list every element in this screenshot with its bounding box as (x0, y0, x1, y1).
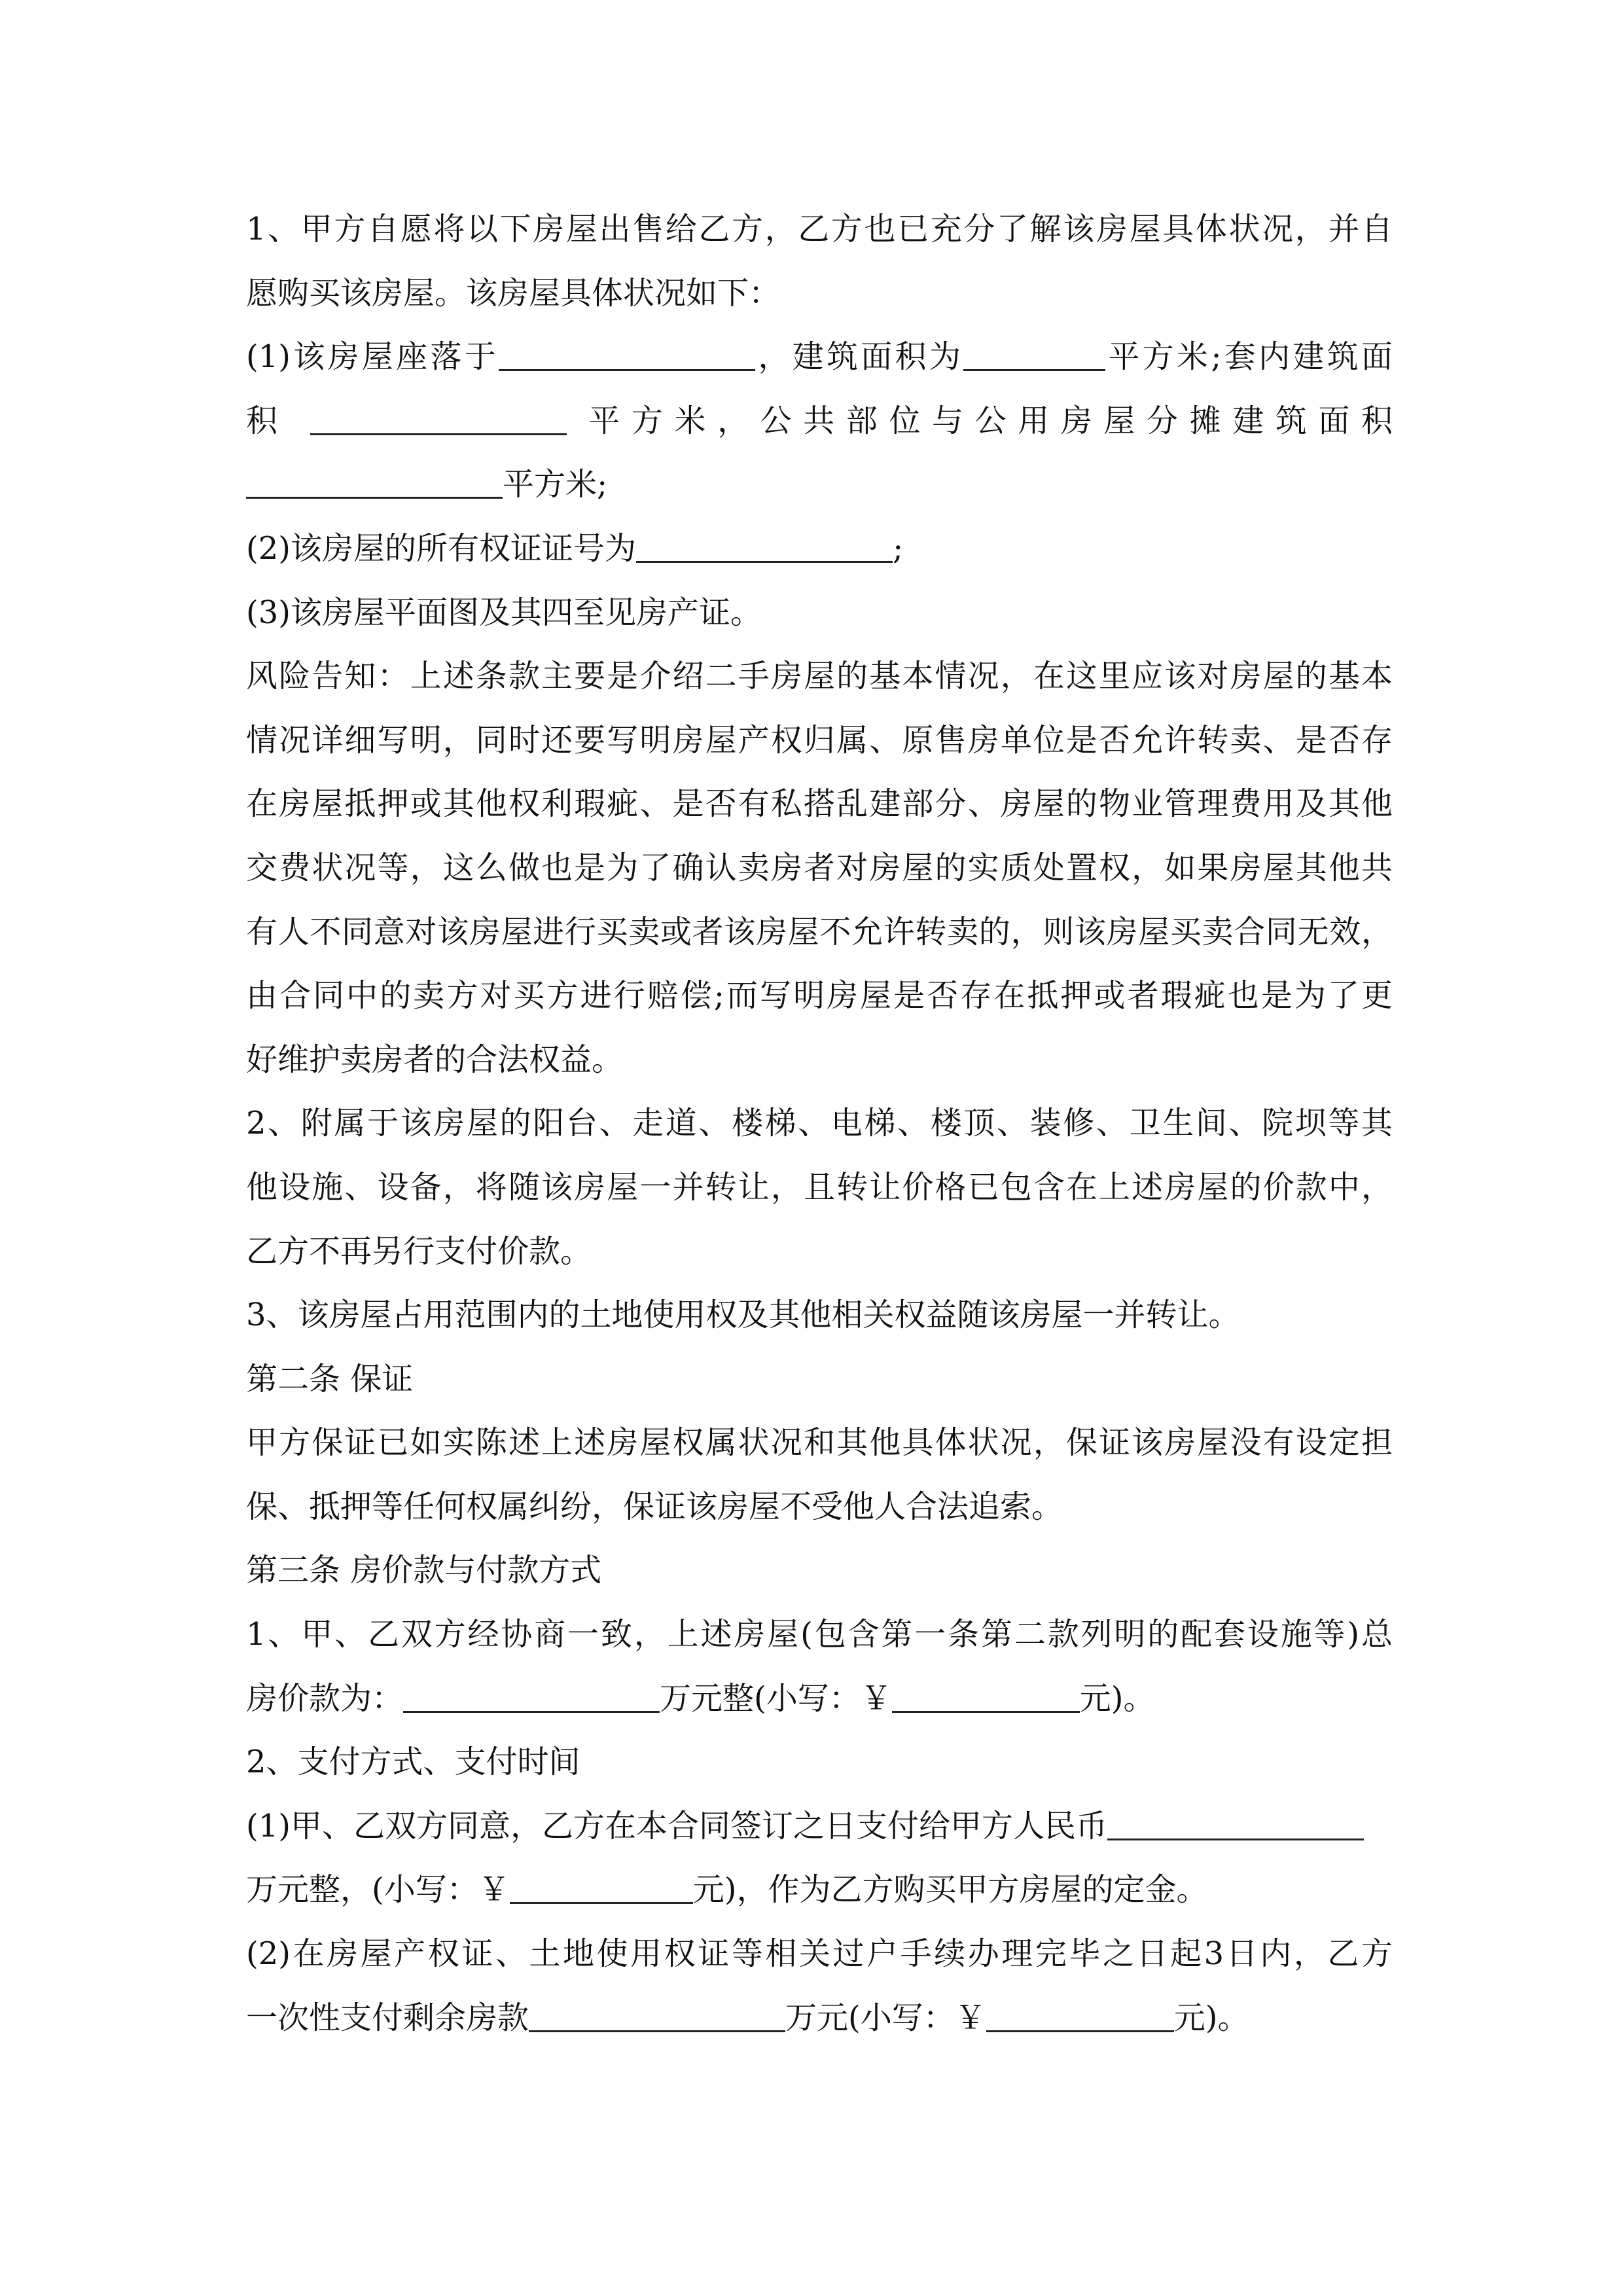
text: 平方米;套内建筑面 (1105, 338, 1393, 376)
text: 万元(小写：￥ (785, 1999, 986, 2036)
blank-remaining (529, 1998, 785, 2032)
blank-location (499, 336, 755, 371)
text: 万元整(小写：￥ (660, 1679, 892, 1717)
text-line (246, 325, 1393, 389)
blank-building-area (963, 336, 1105, 371)
text-line (246, 1028, 1393, 1092)
text-line (246, 645, 1393, 709)
text-line (246, 453, 1393, 517)
text-line (246, 1922, 1393, 1986)
text: 乙方不再另行支付价款。 (246, 1232, 592, 1270)
text: 元)。 (1173, 1999, 1249, 2036)
text-line (246, 1795, 1393, 1859)
contract-page (246, 198, 1393, 2050)
blank-total-price (403, 1678, 660, 1713)
text: 元)。 (1079, 1679, 1155, 1717)
section-heading (246, 1539, 1393, 1603)
text: ，建筑面积为 (755, 338, 964, 376)
text-line (246, 1858, 1393, 1922)
text-line (246, 1092, 1393, 1156)
text-line (246, 1603, 1393, 1667)
text: 在房屋抵押或其他权利瑕疵、是否有私搭乱建部分、房屋的物业管理费用及其他 (246, 785, 1393, 823)
text: 风险告知：上述条款主要是介绍二手房屋的基本情况，在这里应该对房屋的基本 (246, 658, 1393, 695)
text-line (246, 1411, 1393, 1475)
text-line (246, 1220, 1393, 1284)
text-line (246, 1283, 1393, 1348)
text-line (246, 772, 1393, 836)
text: 平方米; (503, 466, 608, 503)
text-line (246, 964, 1393, 1028)
text-line (246, 389, 1393, 454)
text: (2)在房屋产权证、土地使用权证等相关过户手续办理完毕之日起3日内，乙方 (246, 1935, 1393, 1973)
text: 第二条 保证 (246, 1360, 414, 1397)
text-line (246, 581, 1393, 645)
text: (2)该房屋的所有权证证号为 (246, 529, 636, 567)
text: 3、该房屋占用范围内的土地使用权及其他相关权益随该房屋一并转让。 (246, 1297, 1240, 1334)
blank-deposit-figures (510, 1869, 693, 1904)
text: 房价款为： (246, 1679, 404, 1717)
text: 好维护卖房者的合法权益。 (246, 1041, 624, 1078)
text: 元)，作为乙方购买甲方房屋的定金。 (692, 1871, 1208, 1909)
text: (3)该房屋平面图及其四至见房产证。 (246, 594, 762, 631)
text-line (246, 1986, 1393, 2051)
text: 他设施、设备，将随该房屋一并转让，且转让价格已包含在上述房屋的价款中， (246, 1168, 1393, 1206)
text: 积 (246, 402, 289, 439)
text: 一次性支付剩余房款 (246, 1999, 529, 2036)
text: ; (893, 529, 904, 567)
text: 第三条 房价款与付款方式 (246, 1552, 602, 1589)
blank-certificate-no (636, 528, 893, 563)
text: 平方米，公共部位与公用房屋分摊建筑面积 (588, 402, 1393, 439)
text-line (246, 262, 1393, 326)
text-line (246, 709, 1393, 773)
section-heading (246, 1348, 1393, 1412)
text: 2、附属于该房屋的阳台、走道、楼梯、电梯、楼顶、装修、卫生间、院坝等其 (246, 1105, 1393, 1142)
blank-shared-area (246, 464, 503, 499)
text: 保、抵押等任何权属纠纷，保证该房屋不受他人合法追索。 (246, 1488, 1063, 1525)
text: 2、支付方式、支付时间 (246, 1744, 580, 1781)
text: 情况详细写明，同时还要写明房屋产权归属、原售房单位是否允许转卖、是否存 (246, 721, 1393, 759)
text-line (246, 1731, 1393, 1795)
blank-total-price-figures (892, 1678, 1080, 1713)
text: 万元整，(小写：￥ (246, 1871, 510, 1909)
text-line (246, 1667, 1393, 1731)
text-line (246, 901, 1393, 965)
text: 交费状况等，这么做也是为了确认卖房者对房屋的实质处置权，如果房屋其他共 (246, 849, 1393, 886)
text: 愿购买该房屋。该房屋具体状况如下： (246, 274, 781, 312)
blank-deposit (1107, 1806, 1364, 1840)
text: (1)甲、乙双方同意，乙方在本合同签订之日支付给甲方人民币 (246, 1807, 1107, 1844)
blank-inner-area (310, 401, 567, 435)
text-line (246, 836, 1393, 901)
text-line (246, 517, 1393, 581)
text: (1)该房屋座落于 (246, 338, 499, 376)
text: 1、甲方自愿将以下房屋出售给乙方，乙方也已充分了解该房屋具体状况，并自 (246, 211, 1393, 247)
text-line (246, 1156, 1393, 1220)
blank-remaining-figures (986, 1998, 1174, 2032)
text-line (246, 198, 1393, 262)
text: 有人不同意对该房屋进行买卖或者该房屋不允许转卖的，则该房屋买卖合同无效， (246, 913, 1393, 950)
text: 由合同中的卖方对买方进行赔偿;而写明房屋是否存在抵押或者瑕疵也是为了更 (246, 977, 1393, 1014)
text: 甲方保证已如实陈述上述房屋权属状况和其他具体状况，保证该房屋没有设定担 (246, 1424, 1393, 1462)
text-line (246, 1475, 1393, 1539)
text: 1、甲、乙双方经协商一致，上述房屋(包含第一条第二款列明的配套设施等)总 (246, 1616, 1393, 1653)
